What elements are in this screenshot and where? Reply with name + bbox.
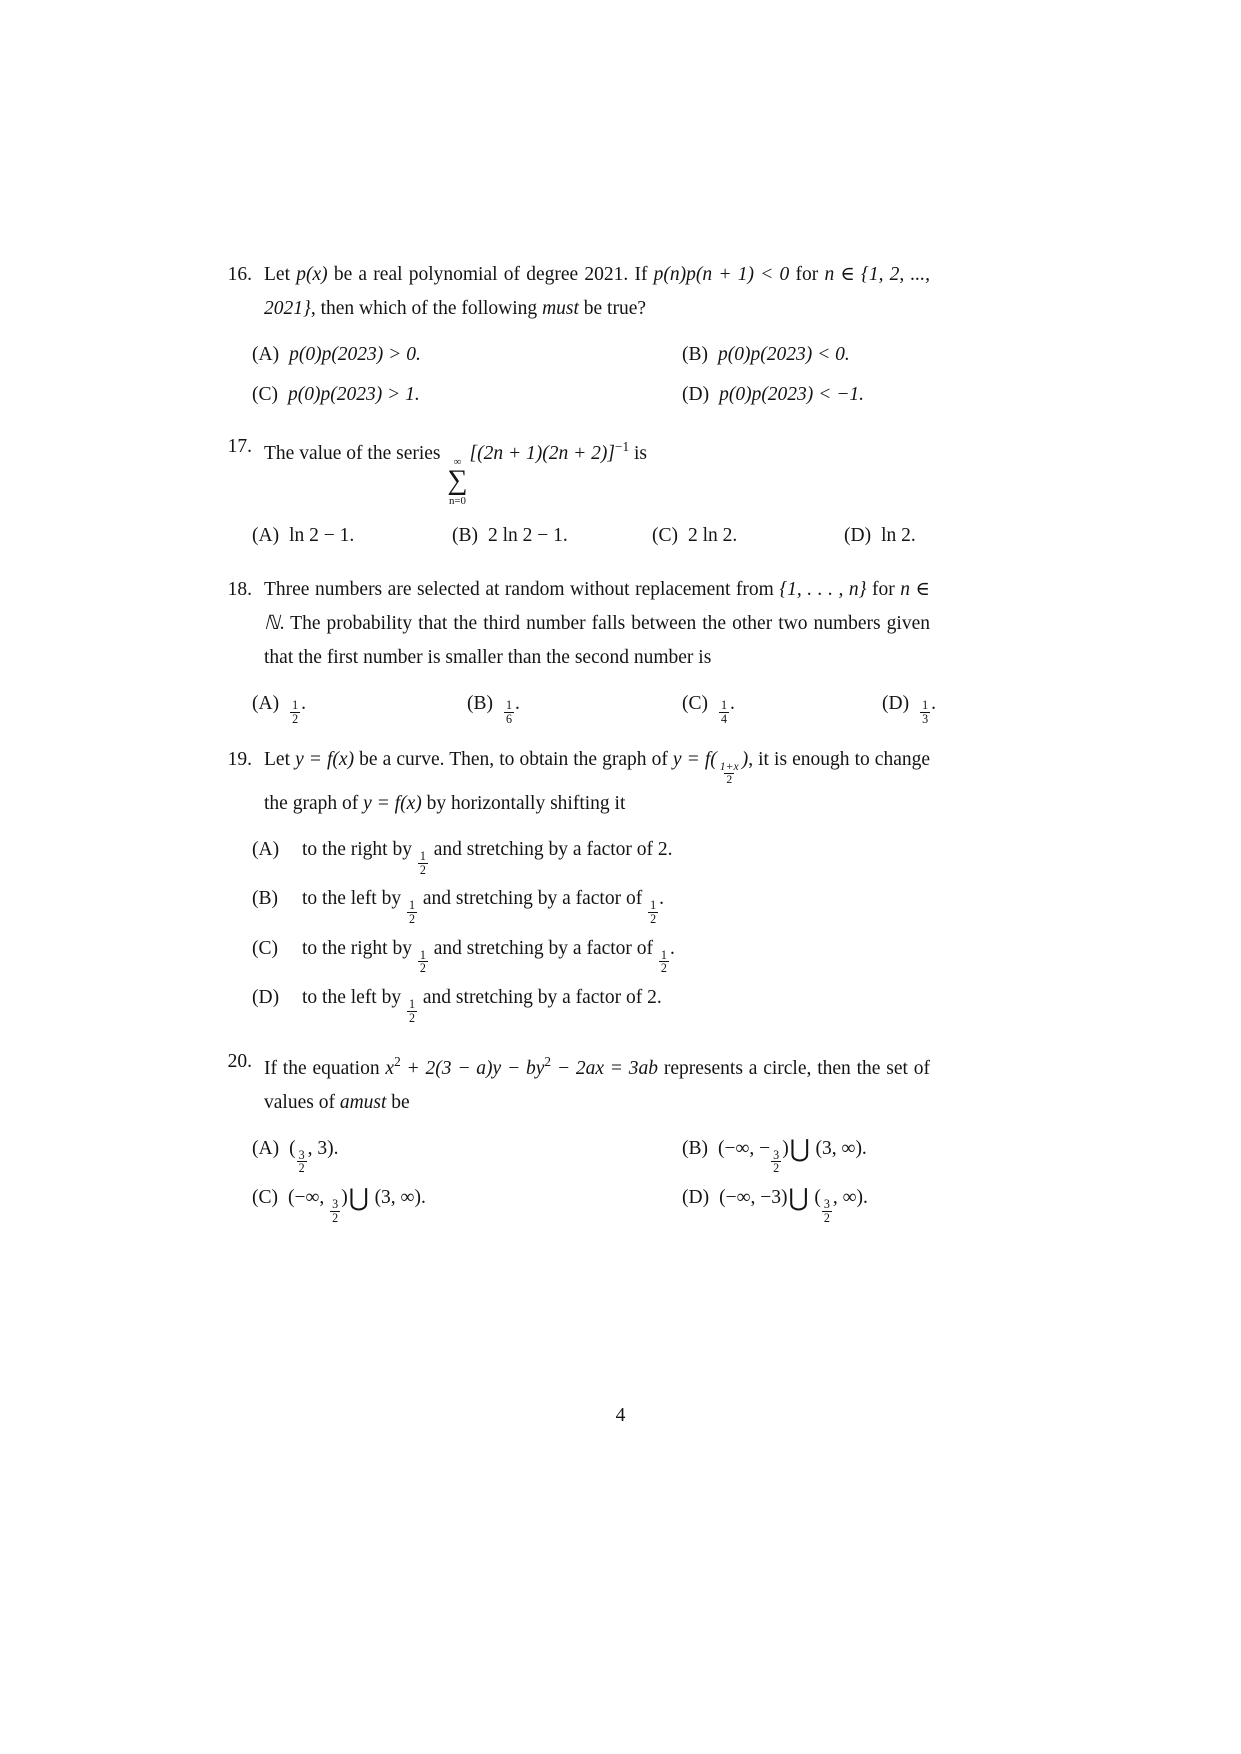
option-18-D-tag: (D) <box>882 692 910 714</box>
q16-math-2: p(n)p(n + 1) < 0 <box>653 264 790 285</box>
q16-emph-must: must <box>542 298 579 319</box>
option-20-B-tag: (B) <box>682 1137 708 1159</box>
summation-operator <box>447 456 467 507</box>
option-row <box>252 1181 930 1224</box>
option-19-D-mid: and stretching by a factor of 2. <box>418 987 662 1009</box>
option-20-B-open: (−∞, − <box>718 1137 771 1159</box>
q18-math-2: n ∈ ℕ <box>264 578 930 634</box>
option-19-C-mid: and stretching by a factor of <box>428 937 658 959</box>
option-18-B-tag: (B) <box>467 692 493 714</box>
option-19-B-tag: (B) <box>252 888 278 910</box>
option-19-C[interactable] <box>252 932 930 975</box>
question-20-text <box>264 1045 930 1120</box>
option-18-C-tail: . <box>730 692 735 714</box>
option-17-A-text: ln 2 − 1. <box>289 524 355 546</box>
option-row <box>252 338 930 372</box>
fraction-numerator: 3 <box>773 1147 780 1162</box>
question-17 <box>210 430 930 553</box>
option-18-B-tail: . <box>515 692 520 714</box>
option-19-C-fraction-2 <box>659 949 669 975</box>
option-17-A-tag: (A) <box>252 524 280 546</box>
option-17-C-tag: (C) <box>652 524 678 546</box>
option-19-D-text <box>302 981 662 1024</box>
option-16-C-text: p(0)p(2023) > 1. <box>288 384 420 405</box>
option-20-A[interactable] <box>252 1132 682 1175</box>
option-17-B[interactable] <box>452 519 652 553</box>
option-19-A-mid: and stretching by a factor of 2. <box>428 838 673 860</box>
fraction-numerator: 1 <box>660 947 667 962</box>
q20-text-3: be <box>386 1091 410 1113</box>
q20-math-2: + 2(3 − a)y − by <box>400 1057 545 1079</box>
option-20-B[interactable] <box>682 1132 867 1175</box>
option-18-A-fraction <box>290 699 300 725</box>
option-19-B-fraction-2 <box>648 899 658 925</box>
q18-math-1: {1, . . . , n} <box>779 578 867 600</box>
option-16-D-tag: (D) <box>682 384 710 405</box>
option-20-C-fraction <box>330 1198 340 1224</box>
fraction-denominator: 2 <box>298 1161 305 1176</box>
fraction-denominator: 2 <box>419 961 426 976</box>
question-17-options <box>252 519 930 553</box>
fraction-denominator: 6 <box>506 711 513 726</box>
option-19-C-tag: (C) <box>252 937 278 959</box>
option-18-A-tag: (A) <box>252 692 280 714</box>
q20-exponent-1: 2 <box>394 1053 401 1069</box>
fraction-numerator: 1 <box>650 898 657 913</box>
option-19-A-tag: (A) <box>252 838 280 860</box>
option-17-B-text: 2 ln 2 − 1. <box>488 524 568 546</box>
q18-text-2: for <box>866 578 901 600</box>
option-17-D-tag: (D) <box>844 524 872 546</box>
option-20-A-mid: , 3). <box>307 1137 339 1159</box>
q19-text-4: by horizontally shifting it <box>421 792 626 814</box>
fraction-numerator: 1 <box>419 947 426 962</box>
option-20-D-fraction <box>822 1198 832 1224</box>
fraction-numerator: 3 <box>298 1147 305 1162</box>
option-row <box>252 833 930 876</box>
q17-math-1: [(2n + 1)(2n + 2)] <box>469 443 616 465</box>
q19-math-3: ) <box>741 749 749 771</box>
option-19-C-pre: to the right by <box>302 937 417 959</box>
option-row <box>252 1132 930 1175</box>
option-20-C-mid: ) <box>341 1187 348 1209</box>
q19-math-1: y = f(x) <box>295 749 355 771</box>
option-18-B[interactable] <box>467 687 682 725</box>
option-20-D-open: (−∞, −3) <box>719 1187 788 1209</box>
question-20 <box>210 1045 930 1225</box>
option-19-B-mid: and stretching by a factor of <box>418 888 648 910</box>
option-19-D-pre: to the left by <box>302 987 406 1009</box>
q20-text-1: If the equation <box>264 1057 386 1079</box>
option-20-C-text <box>288 1181 426 1224</box>
q19-math-2: y = f( <box>672 749 717 771</box>
option-19-C-fraction-1 <box>418 949 428 975</box>
question-19-text <box>264 743 930 820</box>
question-20-stem <box>210 1045 930 1120</box>
option-20-C-second: (3, ∞). <box>369 1187 426 1209</box>
q16-text-1: Let <box>264 264 297 285</box>
option-16-B-text: p(0)p(2023) < 0. <box>718 344 850 365</box>
q19-text-1: Let <box>264 749 296 771</box>
q18-text-3: . The probability that the third number falls between the other two numbers given that the first number is smaller than the second number is <box>264 612 930 668</box>
union-icon: ⋃ <box>789 1135 810 1163</box>
question-17-text <box>264 430 930 507</box>
option-19-B-pre: to the left by <box>302 888 406 910</box>
option-17-A[interactable] <box>252 519 452 553</box>
fraction-numerator: 3 <box>823 1197 830 1212</box>
q16-text-2: be a real polynomial of degree 2021. If <box>327 264 654 285</box>
option-row <box>252 378 930 412</box>
option-16-A-tag: (A) <box>252 344 280 365</box>
fraction-numerator: 1 <box>292 697 299 712</box>
option-19-C-text <box>302 932 675 975</box>
fraction-denominator: 3 <box>922 711 929 726</box>
option-19-A-fraction <box>418 850 428 876</box>
question-18-stem <box>210 573 930 675</box>
q19-text-2: be a curve. Then, to obtain the graph of <box>354 749 673 771</box>
option-20-D-second-pre: ( <box>809 1187 821 1209</box>
option-19-B-tail: . <box>659 888 664 910</box>
option-18-D-tail: . <box>931 692 936 714</box>
questions-container <box>210 258 936 1231</box>
q20-emph-must: must <box>349 1091 387 1113</box>
fraction-denominator: 2 <box>332 1210 339 1225</box>
q16-math-3: n ∈ {1, 2, ..., 2021} <box>264 264 930 319</box>
sum-lower-limit: n=0 <box>448 494 466 507</box>
fraction-denominator: 2 <box>726 773 733 787</box>
option-18-D[interactable] <box>882 687 936 725</box>
option-16-A[interactable] <box>252 338 682 372</box>
option-17-D[interactable] <box>844 519 916 553</box>
option-19-A-text <box>302 833 673 876</box>
fraction-numerator: 1 <box>419 848 426 863</box>
question-18-options <box>252 687 936 726</box>
option-16-A-text: p(0)p(2023) > 0. <box>289 344 421 365</box>
option-18-A-tail: . <box>301 692 306 714</box>
option-20-D-tag: (D) <box>682 1187 710 1209</box>
union-icon: ⋃ <box>788 1185 809 1213</box>
fraction-denominator: 2 <box>408 911 416 926</box>
fraction-numerator: 1 <box>922 697 929 712</box>
option-18-C-fraction <box>719 699 729 725</box>
q20-math-3: − 2ax = 3ab <box>551 1057 659 1079</box>
question-16 <box>210 258 930 412</box>
option-16-C[interactable] <box>252 378 682 412</box>
question-16-text <box>264 258 930 326</box>
q17-text-1: The value of the series <box>264 443 446 465</box>
fraction-denominator: 2 <box>419 862 426 877</box>
fraction-denominator: 2 <box>292 711 299 726</box>
question-18-number: 18. <box>227 578 252 600</box>
option-row <box>252 932 930 975</box>
page-number: 4 <box>615 1405 626 1426</box>
question-20-number: 20. <box>227 1050 252 1072</box>
option-19-B[interactable] <box>252 882 930 925</box>
option-18-A[interactable] <box>252 687 467 725</box>
option-16-C-tag: (C) <box>252 384 278 405</box>
sum-upper-limit: ∞ <box>453 456 462 469</box>
option-17-C[interactable] <box>652 519 844 553</box>
q19-text-3: , it is enough to change the graph of <box>264 749 931 814</box>
option-row <box>252 687 936 726</box>
sigma-icon: ∑ <box>447 465 468 497</box>
option-19-A[interactable] <box>252 833 930 876</box>
option-16-B-tag: (B) <box>682 344 708 365</box>
question-19-number: 19. <box>227 749 252 771</box>
option-20-B-fraction <box>771 1149 781 1175</box>
option-18-D-fraction <box>920 699 930 725</box>
q17-text-2: is <box>629 443 648 465</box>
q20-math-1: x <box>385 1057 395 1079</box>
q18-text-1: Three numbers are selected at random without replacement from <box>264 578 780 600</box>
q16-text-5: be true? <box>578 298 647 319</box>
fraction-denominator: 2 <box>773 1161 780 1176</box>
question-16-stem <box>210 258 930 326</box>
fraction-denominator: 2 <box>408 1010 416 1025</box>
fraction-numerator: 1 <box>721 697 728 712</box>
fraction-numerator: 1+x <box>719 759 739 773</box>
option-18-C-tag: (C) <box>682 692 708 714</box>
option-19-C-tail: . <box>669 937 675 959</box>
option-19-B-fraction-1 <box>407 899 417 925</box>
option-19-D-fraction <box>407 998 417 1024</box>
q16-text-4: , then which of the following <box>310 298 543 319</box>
option-20-A-text <box>289 1132 338 1175</box>
option-20-A-tag: (A) <box>252 1137 280 1159</box>
option-16-D-text: p(0)p(2023) < −1. <box>719 384 864 405</box>
q20-math-4: a <box>339 1091 350 1113</box>
option-19-D[interactable] <box>252 981 930 1024</box>
fraction-numerator: 3 <box>332 1197 339 1212</box>
question-18-text <box>264 573 930 675</box>
fraction-numerator: 1 <box>408 997 416 1012</box>
option-16-D[interactable] <box>682 378 864 412</box>
q19-math-4: y = f(x) <box>363 792 422 814</box>
option-20-B-mid: ) <box>782 1137 789 1159</box>
fraction-denominator: 2 <box>660 961 667 976</box>
option-20-C[interactable] <box>252 1181 682 1224</box>
option-17-B-tag: (B) <box>452 524 478 546</box>
option-17-D-text: ln 2. <box>881 524 916 546</box>
question-19-stem <box>210 743 930 820</box>
option-row <box>252 882 930 925</box>
fraction-denominator: 2 <box>650 911 657 926</box>
option-20-B-second: (3, ∞). <box>810 1137 867 1159</box>
option-row <box>252 981 930 1024</box>
question-17-number: 17. <box>227 436 252 457</box>
fraction-numerator: 1 <box>506 697 513 712</box>
q20-exponent-2: 2 <box>544 1053 552 1069</box>
option-19-D-tag: (D) <box>252 987 280 1009</box>
option-20-C-tag: (C) <box>252 1187 278 1209</box>
q16-text-3: for <box>789 264 825 285</box>
fraction-denominator: 2 <box>823 1210 830 1225</box>
question-19-options <box>252 833 930 1025</box>
option-20-A-open: ( <box>289 1137 296 1159</box>
question-18 <box>210 573 936 726</box>
union-icon: ⋃ <box>348 1185 369 1213</box>
option-20-B-text <box>718 1132 867 1175</box>
fraction-numerator: 1 <box>408 898 416 913</box>
question-17-stem <box>210 430 930 507</box>
option-row <box>252 519 930 553</box>
option-20-D-text <box>719 1181 868 1224</box>
option-20-D-second: , ∞). <box>832 1187 868 1209</box>
option-18-B-fraction <box>504 699 514 725</box>
option-18-C[interactable] <box>682 687 882 725</box>
question-16-number: 16. <box>227 264 252 285</box>
option-20-C-open: (−∞, <box>288 1187 330 1209</box>
option-19-B-text <box>302 882 664 925</box>
question-19 <box>210 743 930 1024</box>
option-20-D[interactable] <box>682 1181 868 1224</box>
fraction-denominator: 4 <box>721 711 728 726</box>
question-20-options <box>252 1132 930 1225</box>
option-19-A-pre: to the right by <box>302 838 417 860</box>
q16-math-1: p(x) <box>296 264 328 285</box>
option-17-C-text: 2 ln 2. <box>688 524 738 546</box>
question-16-options <box>252 338 930 412</box>
option-16-B[interactable] <box>682 338 850 372</box>
q19-fraction <box>718 761 741 787</box>
option-20-A-fraction <box>297 1149 307 1175</box>
q20-text-2: represents a circle, then the set of values of <box>264 1057 930 1113</box>
q17-exponent: −1 <box>615 439 630 454</box>
